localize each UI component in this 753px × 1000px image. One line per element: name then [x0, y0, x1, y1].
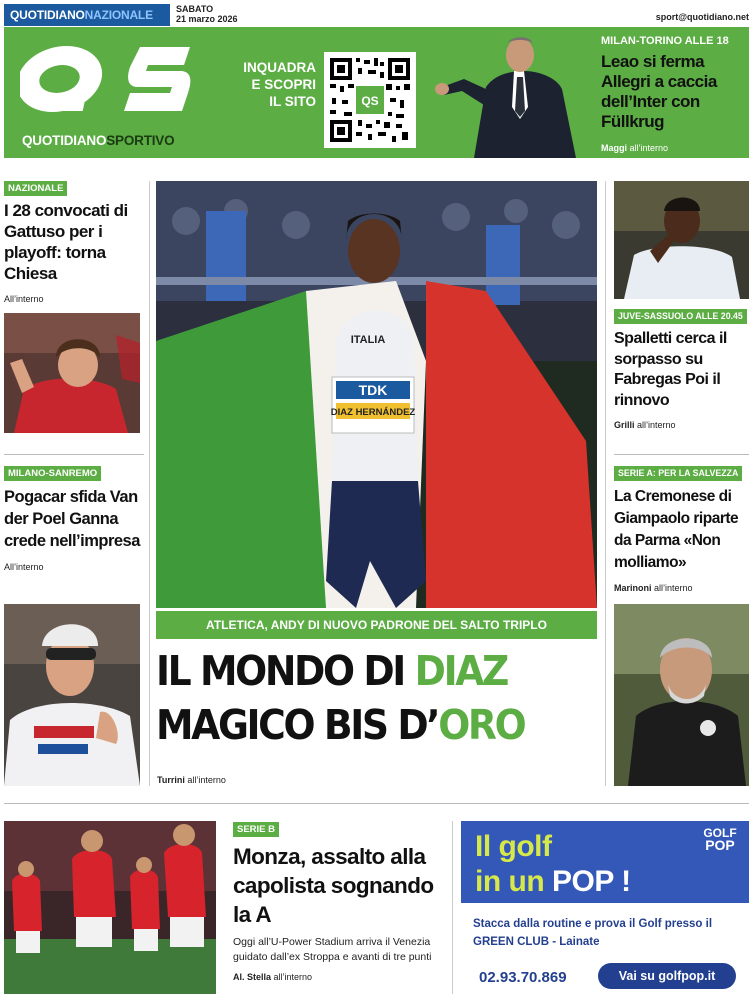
story-headline: Spalletti cerca il sorpasso su Fabregas Poi il rinnovo [614, 330, 727, 409]
masthead-headline[interactable]: Leao si ferma Allegri a caccia dell’Inter con Füllkrug [601, 52, 717, 131]
story-headline: Pogacar sfida Van der Poel Ganna crede nell’impresa [4, 488, 140, 550]
story-headline: Monza, assalto alla capolista sognando la A [233, 844, 434, 927]
ad-cta-button[interactable]: Vai su golfpop.it [598, 963, 736, 989]
qs-logo[interactable] [20, 39, 194, 121]
svg-text:QS: QS [20, 39, 22, 40]
bottom-story[interactable] [233, 819, 448, 982]
masthead-kicker: MILAN-TORINO ALLE 18 [601, 35, 729, 47]
story-credit: All’interno [4, 562, 44, 572]
left-story-1[interactable] [4, 178, 144, 304]
top-bar [0, 0, 753, 26]
story-credit: Grilli all’interno [614, 420, 676, 430]
issue-date: SABATO 21 marzo 2026 [176, 4, 238, 24]
golfpop-logo: GOLF POP [703, 826, 737, 853]
hero-caption: ATLETICA, ANDY DI NUOVO PADRONE DEL SALTO TRIPLO [156, 611, 597, 639]
coach-photo [434, 27, 594, 158]
svg-text:TDK: TDK [358, 382, 388, 398]
story-deck: Oggi all’U-Power Stadium arriva il Venezia guidato dall’ex Stroppa e avanti di tre punti [233, 936, 432, 963]
story-credit: Marinoni all’interno [614, 583, 693, 593]
section-tag: JUVE-SASSUOLO ALLE 20.45 [614, 309, 747, 324]
chiesa-photo[interactable] [4, 313, 140, 433]
ad-body: Stacca dalla routine e prova il Golf presso il GREEN CLUB - Lainate [473, 918, 713, 948]
golfpop-ad[interactable] [461, 821, 749, 994]
diaz-hero-photo[interactable] [156, 181, 597, 608]
pogacar-photo[interactable] [4, 604, 140, 786]
qr-code[interactable] [324, 52, 416, 148]
svg-text:QS: QS [361, 94, 379, 108]
masthead [4, 27, 749, 158]
masthead-credit: Maggi all’interno [601, 143, 669, 153]
right-story-2[interactable] [614, 463, 749, 593]
ad-phone[interactable]: 02.93.70.869 [479, 969, 567, 986]
svg-text:ITALIA: ITALIA [350, 334, 386, 346]
story-credit: All’interno [4, 294, 44, 304]
monza-photo[interactable] [4, 821, 216, 994]
section-tag: NAZIONALE [4, 181, 67, 196]
lead-credit: Turrini all’interno [157, 775, 226, 785]
publication-brand[interactable]: QUOTIDIANONAZIONALE [4, 4, 170, 26]
right-story-1[interactable] [614, 306, 749, 430]
ad-title: Il golf in un POP ! [475, 830, 631, 898]
fabregas-photo[interactable] [614, 181, 749, 299]
section-tag: MILANO-SANREMO [4, 466, 101, 481]
scan-prompt: INQUADRA E SCOPRI IL SITO [243, 60, 316, 109]
story-credit: Al. Stella all’interno [233, 972, 313, 982]
story-headline: La Cremonese di Giampaolo riparte da Parma «Non molliamo» [614, 488, 739, 571]
svg-text:DIAZ HERNÁNDEZ: DIAZ HERNÁNDEZ [330, 407, 416, 418]
section-tag: SERIE B [233, 822, 279, 837]
lead-headline[interactable]: IL MONDO DI DIAZ MAGICO BIS D’ORO [156, 647, 525, 749]
section-tag: SERIE A: PER LA SALVEZZA [614, 466, 742, 481]
left-story-2[interactable] [4, 463, 144, 572]
logo-subtitle: QUOTIDIANOSPORTIVO [22, 133, 175, 148]
giampaolo-photo[interactable] [614, 604, 749, 786]
contact-email[interactable]: sport@quotidiano.net [655, 12, 749, 22]
story-headline: I 28 convocati di Gattuso per i playoff: torna Chiesa [4, 201, 128, 283]
